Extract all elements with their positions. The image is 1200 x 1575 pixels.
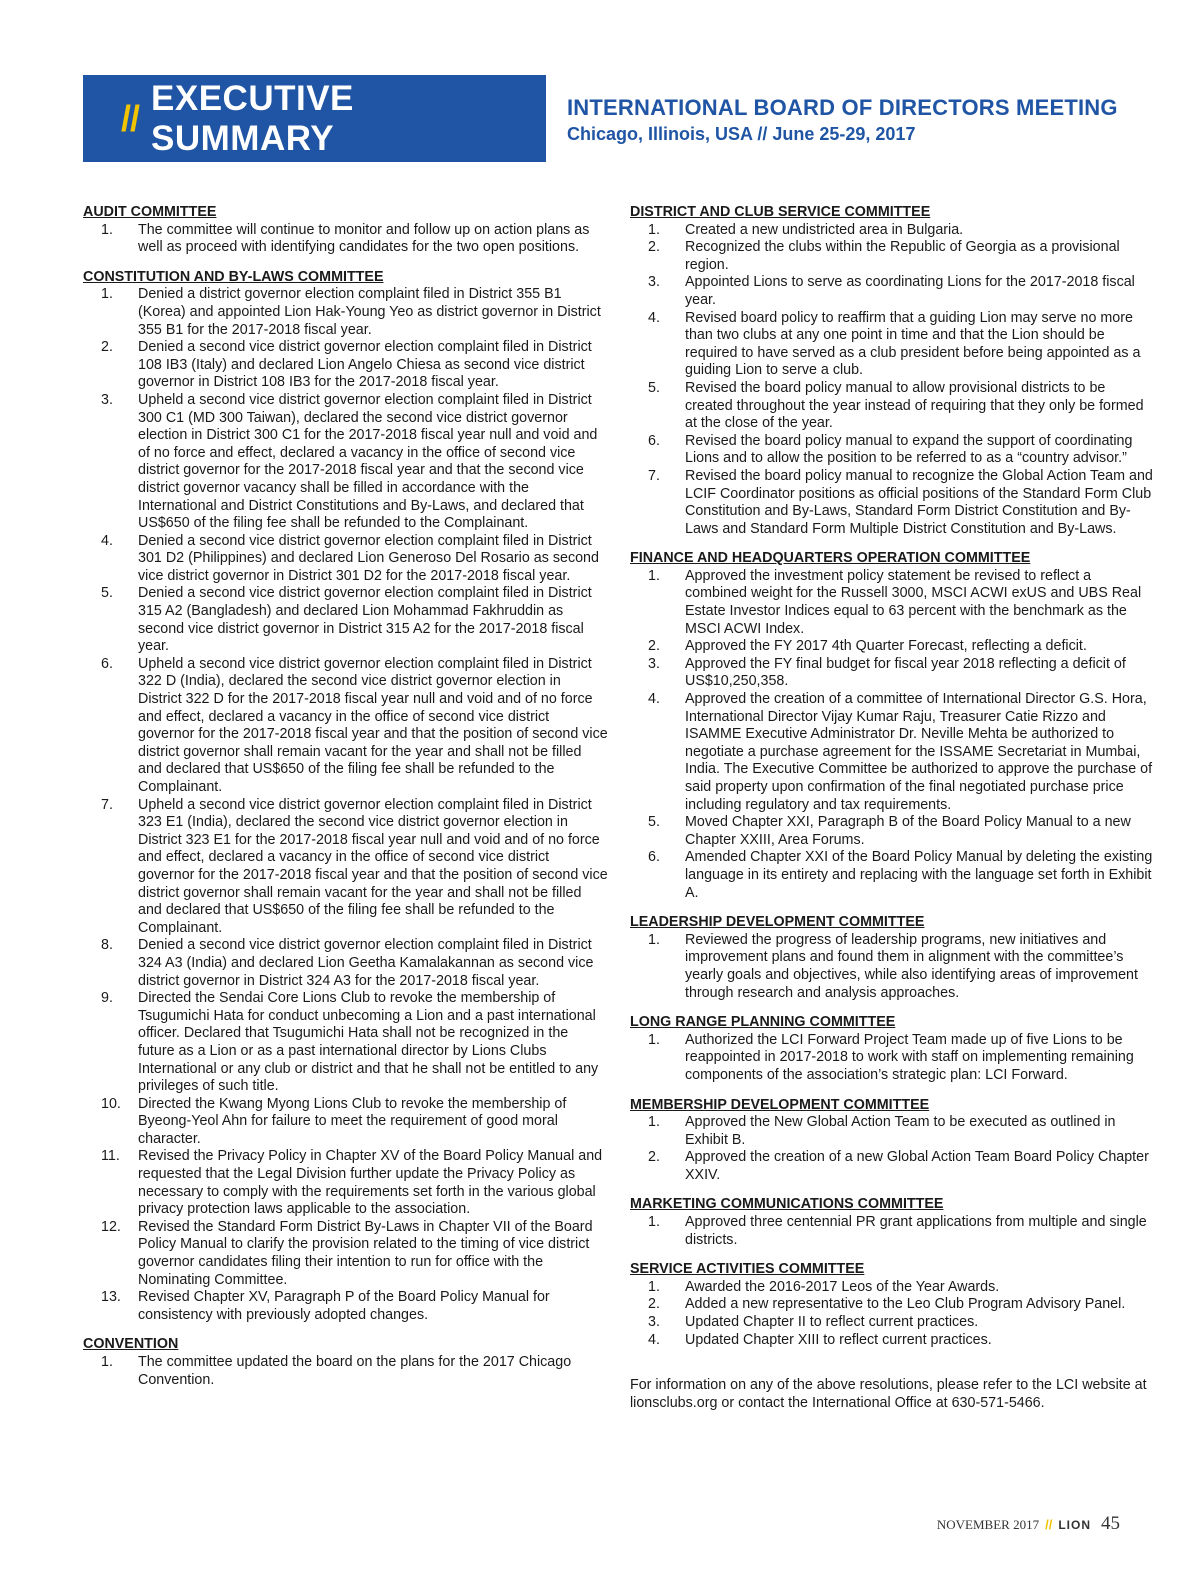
section-heading: FINANCE AND HEADQUARTERS OPERATION COMMITTEE: [630, 550, 1031, 567]
item-text: Revised the board policy manual to allow provisional districts to be created throughout the year instead of requiring that they only be formed at the close of the year.: [685, 379, 1144, 432]
item-text: Upheld a second vice district governor election complaint filed in District 322 D (India), declared the second vice district governor election in District 322 D for the 2017-2018 fiscal year null and void and of no force and effect, declared a vacancy in the office of second vice district governor for the 2017-2018 fiscal year and that the position of second vice district governor shall remain vacant for the year and shall not be filled and declared that US$650 of the filing fee shall be refunded to the Complainant.: [138, 655, 608, 795]
item-number: 5.: [648, 814, 660, 831]
item-text: Revised Chapter XV, Paragraph P of the Board Policy Manual for consistency with previously adopted changes.: [138, 1289, 550, 1323]
list-item: [83, 1354, 608, 1389]
list-item: [630, 849, 1155, 902]
item-text: Denied a second vice district governor election complaint filed in District 108 IB3 (Italy) and declared Lion Angelo Chiesa as second vice district governor in District 108 IB3 for the 2017-2018 fiscal year.: [138, 339, 592, 391]
item-text: Approved the FY final budget for fiscal year 2018 reflecting a deficit of US$10,250,358.: [685, 655, 1126, 690]
item-text: Recognized the clubs within the Republic of Georgia as a provisional region.: [685, 239, 1120, 273]
list-item: [83, 1219, 608, 1289]
item-text: Awarded the 2016-2017 Leos of the Year Awards.: [685, 1278, 1000, 1295]
list-item: [630, 380, 1155, 433]
item-text: Revised the Privacy Policy in Chapter XV of the Board Policy Manual and requested that the Legal Division further update the Privacy Policy as necessary to comply with the requirements set forth in the various global privacy protection laws applicable to the association.: [138, 1148, 603, 1218]
list-item: [630, 814, 1155, 849]
item-text: Upheld a second vice district governor election complaint filed in District 323 E1 (India), declared the second vice district governor election in District 323 E1 for the 2017-2018 fiscal year null and void and of no force and effect, declared a vacancy in the office of second vice district governor for the 2017-2018 fiscal year and that the position of second vice district governor shall remain vacant for the year and shall not be filled and declared that US$650 of the filing fee shall be refunded to the Complainant.: [138, 796, 608, 936]
item-text: Approved the New Global Action Team to be executed as outlined in Exhibit B.: [685, 1114, 1116, 1148]
list-item: [83, 656, 608, 797]
list-item: [83, 339, 608, 392]
committee-section: [630, 1097, 1155, 1185]
item-text: Upheld a second vice district governor election complaint filed in District 300 C1 (MD 300 Taiwan), declared the second vice district governor election in District 300 C1 for the 2017-2018 fiscal year null and void and of no force and effect, declared a vacancy in the office of second vice district governor for the 2017-2018 fiscal year and that the second vice district governor vacancy shall be filled in accordance with the International and District Constitutions and By-Laws, and declared that US$650 of the filing fee shall be refunded to the Complainant.: [138, 391, 598, 532]
item-number: 2.: [648, 239, 660, 256]
list-item: [630, 568, 1155, 638]
list-item: [83, 797, 608, 938]
footer-magazine: LION: [1058, 1518, 1091, 1532]
item-text: Approved the creation of a committee of International Director G.S. Hora, International Director Vijay Kumar Raju, Treasurer Catie Rizzo and ISAMME Executive Administrator Dr. Neville Mehta be authorized to negotiate a purchase agreement for the ISSAME Secretariat in Mumbai, India. The Executive Committee be authorized to approve the purchase of said property upon confirmation of the final negotiated purchase price including regulatory and tax requirements.: [685, 691, 1153, 813]
footer-issue: NOVEMBER 2017: [936, 1517, 1040, 1532]
item-number: 2.: [101, 339, 113, 356]
list-item: [83, 286, 608, 339]
item-number: 1.: [648, 221, 660, 238]
item-text: Approved the FY 2017 4th Quarter Forecast, reflecting a deficit.: [685, 638, 1087, 655]
item-number: 1.: [101, 1354, 113, 1370]
meeting-title: INTERNATIONAL BOARD OF DIRECTORS MEETING: [567, 95, 1118, 120]
item-number: 1.: [101, 286, 113, 303]
list-item: [630, 1279, 1155, 1297]
resolution-list: [630, 1114, 1155, 1184]
list-item: [83, 937, 608, 990]
section-heading: SERVICE ACTIVITIES COMMITTEE: [630, 1261, 865, 1278]
list-item: [630, 1214, 1155, 1249]
page-title: EXECUTIVE SUMMARY: [151, 78, 354, 158]
item-number: 3.: [648, 274, 660, 291]
resolution-list: [83, 1354, 608, 1389]
item-text: Revised the board policy manual to recognize the Global Action Team and LCIF Coordinator positions as official positions of the Standard Form Club Constitution and By-Laws, Standard Form District Constitution and By-Laws and Standard Form Multiple District Constitution and By-Laws.: [685, 467, 1153, 537]
resolution-list: [630, 568, 1155, 902]
list-item: [83, 585, 608, 655]
info-note: For information on any of the above resolutions, please refer to the LCI website at lionsclubs.org or contact the International Office at 630-571-5466.: [630, 1377, 1147, 1411]
list-item: [630, 468, 1155, 538]
banner-slashes: //: [121, 97, 140, 139]
list-item: [630, 1149, 1155, 1184]
item-text: Denied a second vice district governor election complaint filed in District 301 D2 (Philippines) and declared Lion Generoso Del Rosario as second vice district governor in District 301 D2 for the 2017-2018 fiscal year.: [138, 532, 599, 584]
item-text: Created a new undistricted area in Bulgaria.: [685, 221, 964, 238]
item-text: Approved the creation of a new Global Action Team Board Policy Chapter XXIV.: [685, 1149, 1149, 1183]
list-item: [630, 1332, 1155, 1350]
resolution-list: [630, 1032, 1155, 1085]
item-number: 11.: [101, 1148, 120, 1165]
section-heading: LEADERSHIP DEVELOPMENT COMMITTEE: [630, 914, 925, 931]
list-item: [630, 1314, 1155, 1332]
committee-section: [83, 1336, 608, 1389]
item-number: 7.: [101, 796, 113, 813]
list-item: [630, 691, 1155, 814]
item-number: 3.: [648, 655, 660, 672]
section-heading: MARKETING COMMUNICATIONS COMMITTEE: [630, 1196, 944, 1213]
item-text: Amended Chapter XXI of the Board Policy Manual by deleting the existing language in its entirety and replacing with the language set forth in Exhibit A.: [685, 849, 1153, 901]
list-item: [630, 656, 1155, 691]
section-heading: AUDIT COMMITTEE: [83, 204, 217, 220]
resolution-list: [83, 222, 608, 257]
committee-section: [630, 1014, 1155, 1084]
committee-section: [630, 550, 1155, 902]
resolution-list: [630, 1279, 1155, 1349]
resolution-list: [630, 222, 1155, 539]
item-number: 9.: [101, 990, 113, 1007]
item-number: 6.: [648, 849, 660, 866]
resolution-list: [630, 932, 1155, 1002]
item-number: 5.: [101, 585, 113, 602]
header-banner: [83, 75, 546, 162]
page-footer: [937, 1513, 1120, 1535]
list-item: [630, 274, 1155, 309]
meeting-subtitle: Chicago, Illinois, USA // June 25-29, 2017: [567, 124, 916, 144]
list-item: [83, 1289, 608, 1324]
item-number: 7.: [648, 467, 660, 484]
item-number: 1.: [648, 1114, 660, 1131]
item-text: Moved Chapter XXI, Paragraph B of the Board Policy Manual to a new Chapter XXIII, Area Forums.: [685, 814, 1131, 848]
section-heading: DISTRICT AND CLUB SERVICE COMMITTEE: [630, 204, 931, 220]
resolution-list: [630, 1214, 1155, 1249]
list-item: [630, 222, 1155, 240]
section-heading: CONVENTION: [83, 1336, 179, 1353]
item-text: Added a new representative to the Leo Club Program Advisory Panel.: [685, 1296, 1126, 1313]
list-item: [83, 1096, 608, 1149]
item-number: 1.: [101, 221, 113, 238]
item-number: 13.: [101, 1289, 121, 1306]
section-heading: CONSTITUTION AND BY-LAWS COMMITTEE: [83, 268, 384, 285]
item-number: 1.: [648, 1214, 660, 1231]
item-text: Updated Chapter XIII to reflect current practices.: [685, 1331, 992, 1348]
list-item: [83, 533, 608, 586]
item-number: 4.: [648, 691, 660, 708]
item-text: Appointed Lions to serve as coordinating Lions for the 2017-2018 fiscal year.: [685, 274, 1135, 308]
item-text: Denied a second vice district governor election complaint filed in District 315 A2 (Bangladesh) and declared Lion Mohammad Fakhruddin as second vice district governor in District 315 A2 for the 2017-2018 fiscal year.: [138, 585, 592, 655]
list-item: [630, 239, 1155, 274]
item-number: 1.: [648, 931, 660, 948]
meeting-header: [567, 95, 1118, 147]
item-text: Authorized the LCI Forward Project Team made up of five Lions to be reappointed in 2017-2018 to work with staff on implementing remaining components of the association’s strategic plan: LCI Forward.: [685, 1031, 1134, 1083]
item-text: Revised board policy to reaffirm that a guiding Lion may serve no more than two clubs at any one point in time and that the Lion should be required to have served as a club president before being appointed as a guiding Lion to serve a club.: [685, 309, 1141, 379]
item-text: Revised the board policy manual to expand the support of coordinating Lions and to allow the position to be referred to as a “country advisor.”: [685, 432, 1133, 467]
item-text: Approved three centennial PR grant applications from multiple and single districts.: [685, 1214, 1147, 1248]
item-number: 6.: [648, 432, 660, 449]
item-number: 2.: [648, 638, 660, 655]
item-number: 3.: [101, 391, 113, 408]
item-number: 8.: [101, 937, 113, 954]
list-item: [630, 433, 1155, 468]
item-text: Revised the Standard Form District By-Laws in Chapter VII of the Board Policy Manual to clarify the provision related to the timing of vice district governor candidates filing their intention to run for office with the Nominating Committee.: [138, 1218, 593, 1288]
list-item: [630, 638, 1155, 656]
committee-section: [630, 204, 1155, 538]
item-text: The committee updated the board on the plans for the 2017 Chicago Convention.: [138, 1354, 572, 1388]
right-sections: [630, 204, 1155, 1349]
section-heading: MEMBERSHIP DEVELOPMENT COMMITTEE: [630, 1096, 930, 1113]
item-number: 1.: [648, 1031, 660, 1048]
item-number: 6.: [101, 655, 113, 672]
item-text: Denied a district governor election complaint filed in District 355 B1 (Korea) and appointed Lion Hak-Young Yeo as district governor in District 355 B1 for the 2017-2018 fiscal year.: [138, 286, 601, 338]
item-number: 4.: [648, 1331, 660, 1348]
list-item: [83, 990, 608, 1096]
list-item: [630, 1032, 1155, 1085]
item-number: 1.: [648, 1278, 660, 1295]
item-text: Approved the investment policy statement be revised to reflect a combined weight for the Russell 3000, MSCI ACWI exUS and UBS Real Estate Investor Indices equal to 63 percent with the benchmark as the MSCI ACWI Index.: [685, 567, 1142, 637]
committee-section: [83, 269, 608, 1325]
committee-section: [630, 1196, 1155, 1249]
item-number: 2.: [648, 1149, 660, 1166]
committee-section: [630, 914, 1155, 1002]
item-number: 2.: [648, 1296, 660, 1313]
committee-section: [630, 1261, 1155, 1349]
list-item: [630, 1296, 1155, 1314]
item-number: 12.: [101, 1218, 121, 1235]
item-number: 1.: [648, 567, 660, 584]
list-item: [630, 932, 1155, 1002]
item-number: 4.: [648, 309, 660, 326]
list-item: [630, 310, 1155, 380]
item-text: The committee will continue to monitor and follow up on action plans as well as proceed with identifying candidates for the two open positions.: [138, 221, 590, 256]
item-number: 10.: [101, 1095, 121, 1112]
item-text: Updated Chapter II to reflect current practices.: [685, 1314, 979, 1331]
item-number: 4.: [101, 532, 113, 549]
item-text: Directed the Kwang Myong Lions Club to revoke the membership of Byeong-Yeol Ahn for failure to meet the requirement of good moral character.: [138, 1095, 567, 1147]
left-column: [83, 204, 608, 1401]
list-item: [83, 1148, 608, 1218]
list-item: [630, 1114, 1155, 1149]
item-text: Denied a second vice district governor election complaint filed in District 324 A3 (India) and declared Lion Geetha Kamalakannan as second vice district governor in District 324 A3 for the 2017-2018 fiscal year.: [138, 937, 594, 989]
list-item: [83, 392, 608, 533]
footer-slashes: //: [1045, 1517, 1053, 1532]
page-number: 45: [1101, 1513, 1120, 1534]
item-number: 3.: [648, 1314, 660, 1331]
section-heading: LONG RANGE PLANNING COMMITTEE: [630, 1014, 896, 1031]
right-column: [630, 204, 1155, 1412]
item-text: Reviewed the progress of leadership programs, new initiatives and improvement plans and found them in alignment with the committee’s yearly goals and objectives, while also identifying areas of improvement through research and analysis approaches.: [685, 931, 1138, 1001]
list-item: [83, 222, 608, 257]
committee-section: [83, 204, 608, 257]
item-text: Directed the Sendai Core Lions Club to revoke the membership of Tsugumichi Hata for conduct unbecoming a Lion and a past international officer. Declared that Tsugumichi Hata shall not be recognized in the future as a Lion or as a past international director by Lions Clubs International or any club or district and that he shall not be entitled to any privileges of such title.: [138, 990, 599, 1095]
resolution-list: [83, 286, 608, 1324]
item-number: 5.: [648, 379, 660, 396]
